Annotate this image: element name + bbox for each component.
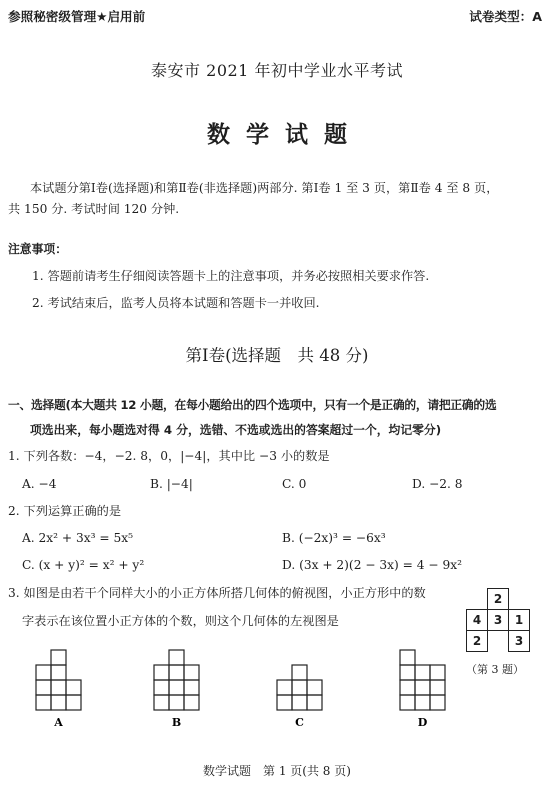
grid-cell: 3: [488, 610, 509, 631]
q3-option-label: C: [295, 716, 304, 729]
cube-square: [292, 680, 307, 695]
paper-type-label: 试卷类型：A: [469, 9, 542, 24]
cube-square: [154, 695, 169, 710]
q3-option-figure: [36, 650, 81, 710]
cube-square: [169, 680, 184, 695]
cube-square: [36, 695, 51, 710]
question-3-stem-line-1: 3. 如图是由若干个同样大小的小正方体所搭几何体的俯视图，小正方形中的数: [8, 586, 426, 600]
cube-square: [169, 665, 184, 680]
cube-square: [277, 695, 292, 710]
q3-option-label: A: [54, 716, 63, 729]
cube-square: [415, 695, 430, 710]
grid-cell: 2: [488, 589, 509, 610]
q2-option-c: C. (x + y)² = x² + y²: [22, 558, 145, 572]
cube-square: [415, 665, 430, 680]
cube-square: [184, 680, 199, 695]
cube-square: [66, 680, 81, 695]
cube-square: [277, 680, 292, 695]
cube-square: [66, 695, 81, 710]
cube-square: [169, 695, 184, 710]
q1-option-c: C. 0: [282, 477, 307, 491]
q3-figure-caption: （第 3 题）: [466, 663, 524, 676]
cube-square: [184, 695, 199, 710]
q3-option-figure: [154, 650, 199, 710]
cube-square: [154, 665, 169, 680]
q3-option-label: B: [171, 716, 182, 729]
subject-title: 数学试题: [207, 122, 363, 148]
grid-cell-empty: [509, 589, 530, 610]
cube-square: [400, 680, 415, 695]
secrecy-label: 参照秘密级管理★启用前: [8, 9, 146, 24]
cube-square: [51, 695, 66, 710]
q2-option-a: A. 2x² + 3x³ = 5x⁵: [22, 531, 134, 545]
cube-square: [154, 680, 169, 695]
cube-square: [169, 650, 184, 665]
cube-square: [430, 665, 445, 680]
grid-cell: 4: [467, 610, 488, 631]
cube-square: [51, 680, 66, 695]
q3-option-label: D: [417, 716, 428, 729]
q2-option-d: D. (3x + 2)(2 − 3x) = 4 − 9x²: [282, 558, 462, 572]
question-3-stem-line-2: 字表示在该位置小正方体的个数，则这个几何体的左视图是: [22, 614, 339, 628]
question-1-stem: 1. 下列各数：−4，−2. 8，0，|−4|，其中比 −3 小的数是: [8, 449, 330, 463]
cube-square: [36, 665, 51, 680]
page-footer: 数学试题 第 1 页(共 8 页): [203, 764, 351, 778]
cube-square: [51, 665, 66, 680]
cube-square: [430, 680, 445, 695]
q3-option-figure: [400, 650, 445, 710]
grid-cell: 3: [509, 631, 530, 652]
grid-cell: 1: [509, 610, 530, 631]
notes-heading: 注意事项：: [8, 242, 67, 256]
section-instructions-line-2: 项选出来，每小题选对得 4 分，选错、不选或选出的答案超过一个，均记零分): [30, 423, 442, 437]
q1-option-b: B. |−4|: [150, 477, 193, 491]
grid-cell: 2: [467, 631, 488, 652]
intro-line-1: 本试题分第Ⅰ卷(选择题)和第Ⅱ卷(非选择题)两部分. 第Ⅰ卷 1 至 3 页，第Ⅱ卷 4 至 8 页，: [30, 181, 499, 195]
note-item: 1. 答题前请考生仔细阅读答题卡上的注意事项，并务必按照相关要求作答.: [32, 269, 430, 283]
section-instructions-line-1: 一、选择题(本大题共 12 小题，在每小题给出的四个选项中，只有一个是正确的，请把正确的选: [8, 398, 497, 412]
question-2-stem: 2. 下列运算正确的是: [8, 504, 122, 518]
q1-option-a: A. −4: [22, 477, 57, 491]
cube-square: [51, 650, 66, 665]
cube-square: [400, 665, 415, 680]
cube-square: [307, 695, 322, 710]
cube-square: [430, 695, 445, 710]
cube-square: [400, 695, 415, 710]
q3-option-figures: [0, 640, 554, 740]
cube-square: [415, 680, 430, 695]
part-title: 第Ⅰ卷(选择题 共 48 分): [185, 346, 369, 365]
exam-title: 泰安市 2021 年初中学业水平考试: [151, 61, 403, 80]
q1-option-d: D. −2. 8: [412, 477, 463, 491]
cube-square: [292, 665, 307, 680]
cube-square: [292, 695, 307, 710]
grid-cell-empty: [467, 589, 488, 610]
cube-square: [36, 680, 51, 695]
cube-square: [307, 680, 322, 695]
note-item: 2. 考试结束后，监考人员将本试题和答题卡一并收回.: [32, 296, 320, 310]
intro-line-2: 共 150 分. 考试时间 120 分钟.: [8, 202, 180, 216]
q3-option-figure: [277, 665, 322, 710]
cube-square: [400, 650, 415, 665]
q2-option-b: B. (−2x)³ = −6x³: [282, 531, 386, 545]
cube-square: [184, 665, 199, 680]
